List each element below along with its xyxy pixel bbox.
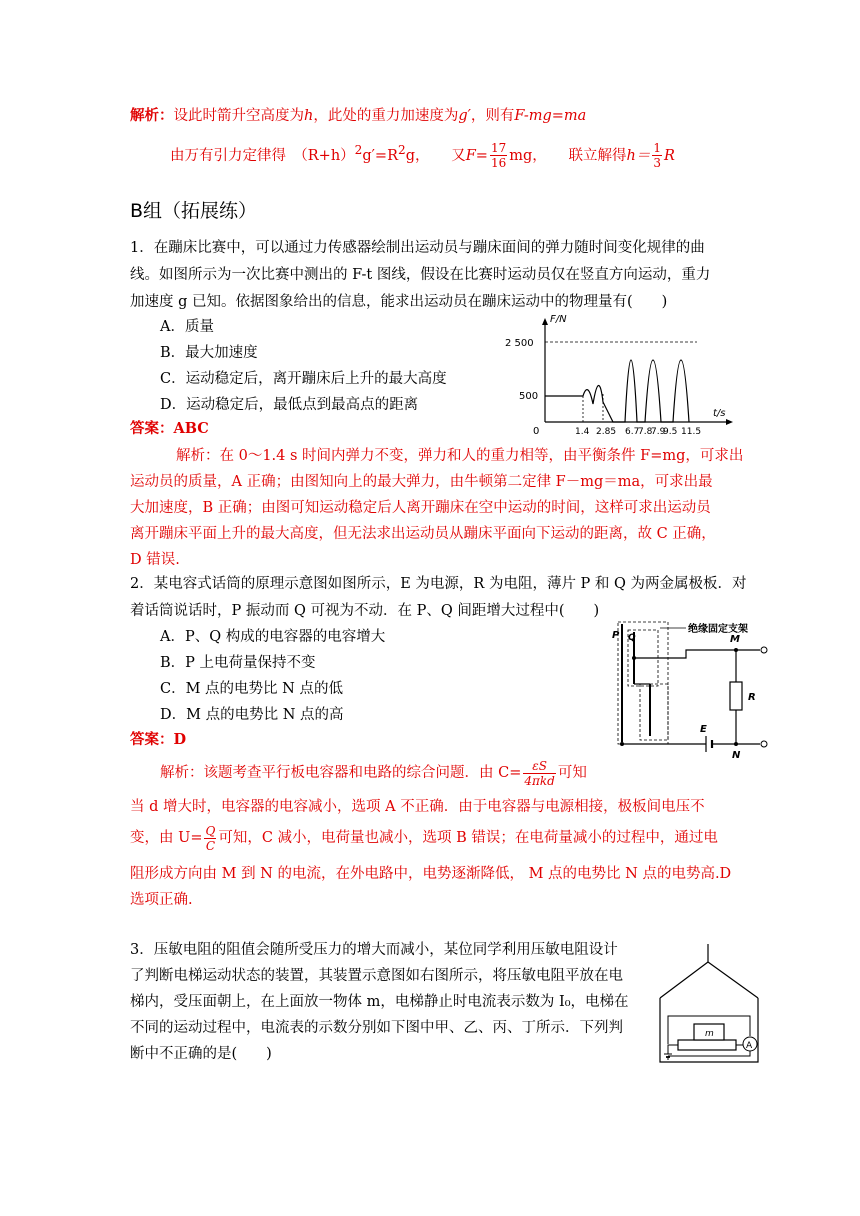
pressure-resistor — [678, 1040, 736, 1050]
x-tick-7-9: 7.9 — [651, 427, 666, 437]
label-ammeter: A — [746, 1041, 753, 1051]
x-tick-9-5: 9.5 — [663, 427, 678, 437]
q2-option-a: A．P、Q 构成的电容器的电容增大 — [160, 629, 386, 645]
x-tick-1-4: 1.4 — [575, 427, 590, 437]
q3-stem-2: 了判断电梯运动状态的装置，其装置示意图如右图所示，将压敏电阻平放在电 — [130, 968, 623, 984]
label-m: M — [730, 634, 740, 645]
q1-option-c: C．运动稳定后，离开蹦床后上升的最大高度 — [160, 371, 447, 387]
capacitance-fraction: $\frac{\varepsilon S}{\text{4πkd}}$ — [524, 758, 555, 788]
q1-answer: 答案：ABC — [130, 420, 209, 437]
q2-explanation-3: 变，由 U= $\frac{Q}{C}$ 可知，C 减小，电荷量也减小，选项 B 错误；在电荷量减小的过程中，通过电 — [130, 823, 718, 853]
force-curve — [545, 360, 689, 422]
elevator-diagram — [650, 940, 770, 1065]
q1-stem-1: 1．在蹦床比赛中，可以通过力传感器绘制出运动员与蹦床面间的弹力随时间变化规律的曲 — [130, 240, 705, 256]
x-tick-11-5: 11.5 — [681, 427, 702, 437]
fraction-1-3: $\frac{1}{3}$ — [653, 141, 661, 171]
q3-stem-4: 不同的运动过程中，电流表的示数分别如下图中甲、乙、丙、丁所示．下列判 — [130, 1020, 623, 1036]
section-title: B组（拓展练） — [130, 200, 258, 222]
q3-stem-3: 梯内，受压面朝上，在上面放一物体 m，电梯静止时电流表示数为 I₀，电梯在 — [130, 994, 629, 1010]
q1-explanation-2: 运动员的质量，A 正确；由图知向上的最大弹力，由牛顿第二定律 F－mg＝ma，可求出最 — [130, 474, 713, 490]
q1-explanation-1: 解析：在 0～1.4 s 时间内弹力不变，弹力和人的重力相等，由平衡条件 F=mg，可求出 — [176, 448, 744, 464]
q1-explanation-4: 离开蹦床平面上升的最大高度，但无法求出运动员从蹦床平面向下运动的距离，故 C 正确， — [130, 526, 716, 542]
q1-option-a: A．质量 — [160, 319, 214, 335]
label-p: P — [612, 630, 620, 641]
fraction-17-16: $\frac{17}{16}$ — [490, 141, 507, 171]
prev-explanation-line-2: 由万有引力定律得 $(R+h)^2g'=R^2g$， 又F= $\frac{17}{16}$ mg， 联立解得h＝ $\frac{1}{3}$ R — [170, 141, 675, 171]
q1-option-d: D．运动稳定后，最低点到最高点的距离 — [160, 397, 419, 413]
q1-stem-2: 线。如图所示为一次比赛中测出的 F-t 图线，假设在比赛时运动员仅在竖直方向运动，重力 — [130, 267, 711, 283]
wire-to-m — [634, 650, 760, 658]
q3-stem-1: 3．压敏电阻的阻值会随所受压力的增大而减小，某位同学利用压敏电阻设计 — [130, 942, 618, 958]
label-insulating-support: 绝缘固定支架 — [688, 624, 748, 635]
q2-answer: 答案：D — [130, 731, 187, 748]
q2-option-b: B．P 上电荷量保持不变 — [160, 655, 316, 671]
label-e: E — [700, 724, 707, 735]
q1-option-b: B．最大加速度 — [160, 345, 258, 361]
voltage-fraction: $\frac{Q}{C}$ — [205, 823, 216, 853]
x-tick-7-8: 7.8 — [638, 427, 653, 437]
y-tick-2500: 2 500 — [505, 338, 534, 349]
q1-explanation-5: D 错误. — [130, 552, 180, 568]
q2-stem-1: 2．某电容式话筒的原理示意图如图所示，E 为电源，R 为电阻，薄片 P 和 Q 为两金属极板．对 — [130, 576, 747, 592]
f-t-graph — [505, 310, 745, 440]
x-axis-arrow-icon — [726, 419, 733, 425]
roof — [660, 962, 758, 998]
q2-explanation-5: 选项正确. — [130, 892, 193, 908]
x-tick-2-85: 2.85 — [596, 427, 617, 437]
q2-explanation-4: 阻形成方向由 M 到 N 的电流，在外电路中，电势逐渐降低， M 点的电势比 N 点的电势高.D — [130, 866, 732, 882]
q3-stem-5: 断中不正确的是( ) — [130, 1046, 272, 1062]
y-axis-arrow-icon — [542, 318, 548, 325]
q2-option-c: C．M 点的电势比 N 点的低 — [160, 681, 343, 697]
support-outline — [618, 622, 668, 744]
q1-explanation-3: 大加速度，B 正确；由图可知运动稳定后人离开蹦床在空中运动的时间，这样可求出运动员 — [130, 500, 711, 516]
x-tick-6-7: 6.7 — [625, 427, 640, 437]
label-r: R — [748, 692, 756, 703]
resistor-r — [730, 682, 742, 710]
q2-explanation-2: 当 d 增大时，电容器的电容减小，选项 A 不正确．由于电容器与电源相接，极板间电压不 — [130, 799, 705, 815]
prev-explanation-line-1: 解析：设此时箭升空高度为h，此处的重力加速度为g′，则有F-mg=ma — [130, 107, 587, 124]
y-axis-label: F/N — [550, 314, 567, 325]
x-axis-label: t/s — [713, 408, 726, 419]
label-m: m — [705, 1029, 714, 1039]
terminal-m — [761, 647, 767, 653]
label-q: Q — [628, 633, 636, 643]
q2-explanation-1: 解析：该题考查平行板电容器和电路的综合问题．由 C= $\frac{\varepsilon S}{\text{4πkd}}$ 可知 — [160, 758, 587, 788]
y-tick-500: 500 — [519, 391, 539, 402]
q2-stem-2: 着话筒说话时，P 振动而 Q 可视为不动．在 P、Q 间距增大过程中( ) — [130, 603, 600, 619]
microphone-circuit-diagram — [610, 612, 780, 762]
q2-option-d: D．M 点的电势比 N 点的高 — [160, 707, 344, 723]
terminal-n — [761, 741, 767, 747]
q1-stem-3: 加速度 g 已知。依据图象给出的信息，能求出运动员在蹦床运动中的物理量有( ) — [130, 294, 668, 310]
origin-label: 0 — [533, 426, 540, 437]
explanation-label: 解析： — [130, 107, 174, 124]
label-n: N — [732, 750, 741, 761]
